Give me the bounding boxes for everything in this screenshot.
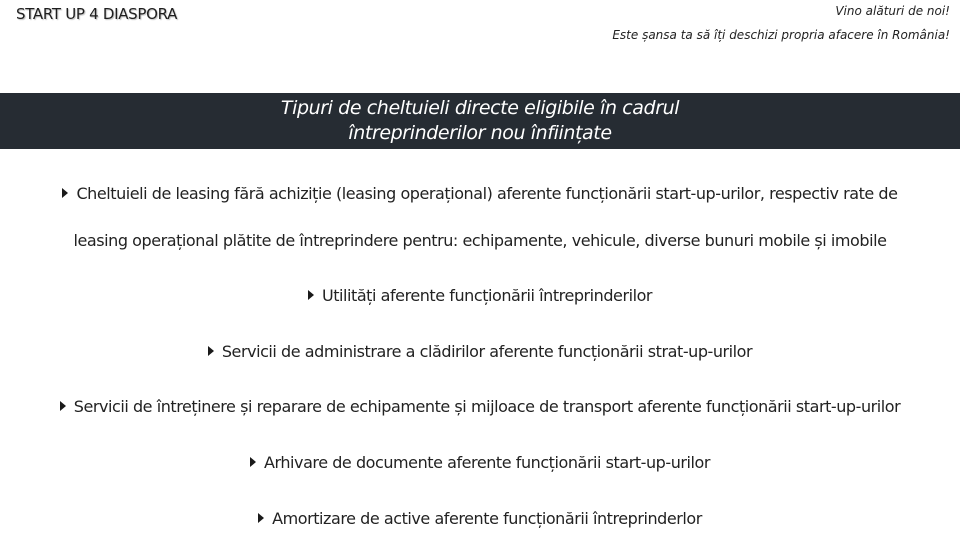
caret-right-icon xyxy=(250,457,256,467)
caret-right-icon xyxy=(258,513,264,523)
list-item-text: leasing operațional plătite de întreprindere pentru: echipamente, vehicule, diverse bunuri mobile și imobile xyxy=(73,231,887,250)
tagline-line-2: Este șansa ta să îți deschizi propria afacere în România! xyxy=(612,28,950,42)
caret-right-icon xyxy=(60,401,66,411)
list-item-text: Arhivare de documente aferente funcționării start-up-urilor xyxy=(264,453,710,472)
list-item-text: Amortizare de active aferente funcționării întreprinderlor xyxy=(272,509,702,528)
list-item-building-administration xyxy=(0,342,960,361)
list-item-text: Cheltuieli de leasing fără achiziție (leasing operațional) aferente funcționării start-up-urilor, respectiv rate de xyxy=(76,184,898,203)
section-title-line-1: Tipuri de cheltuieli directe eligibile în cadrul xyxy=(280,97,680,119)
caret-right-icon xyxy=(208,346,214,356)
list-item-text: Utilități aferente funcționării întreprinderilor xyxy=(321,286,653,305)
list-item-archiving xyxy=(0,453,960,472)
list-item-text: Servicii de administrare a clădirilor aferente funcționării strat-up-urilor xyxy=(221,342,753,361)
tagline-line-1: Vino alături de noi! xyxy=(835,4,950,18)
list-item-leasing xyxy=(0,184,960,203)
section-title-banner xyxy=(0,93,960,149)
brand-title: START UP 4 DIASPORA xyxy=(16,5,178,23)
list-item-depreciation xyxy=(0,509,960,528)
caret-right-icon xyxy=(62,188,68,198)
list-item-leasing-continued xyxy=(0,231,960,250)
section-title-line-2: întreprinderilor nou înființate xyxy=(348,122,612,144)
list-item-maintenance-repair xyxy=(0,397,960,416)
list-item-text: Servicii de întreținere și reparare de echipamente și mijloace de transport aferente funcționării start-up-urilor xyxy=(73,397,901,416)
list-item-utilities xyxy=(0,286,960,305)
caret-right-icon xyxy=(308,290,314,300)
